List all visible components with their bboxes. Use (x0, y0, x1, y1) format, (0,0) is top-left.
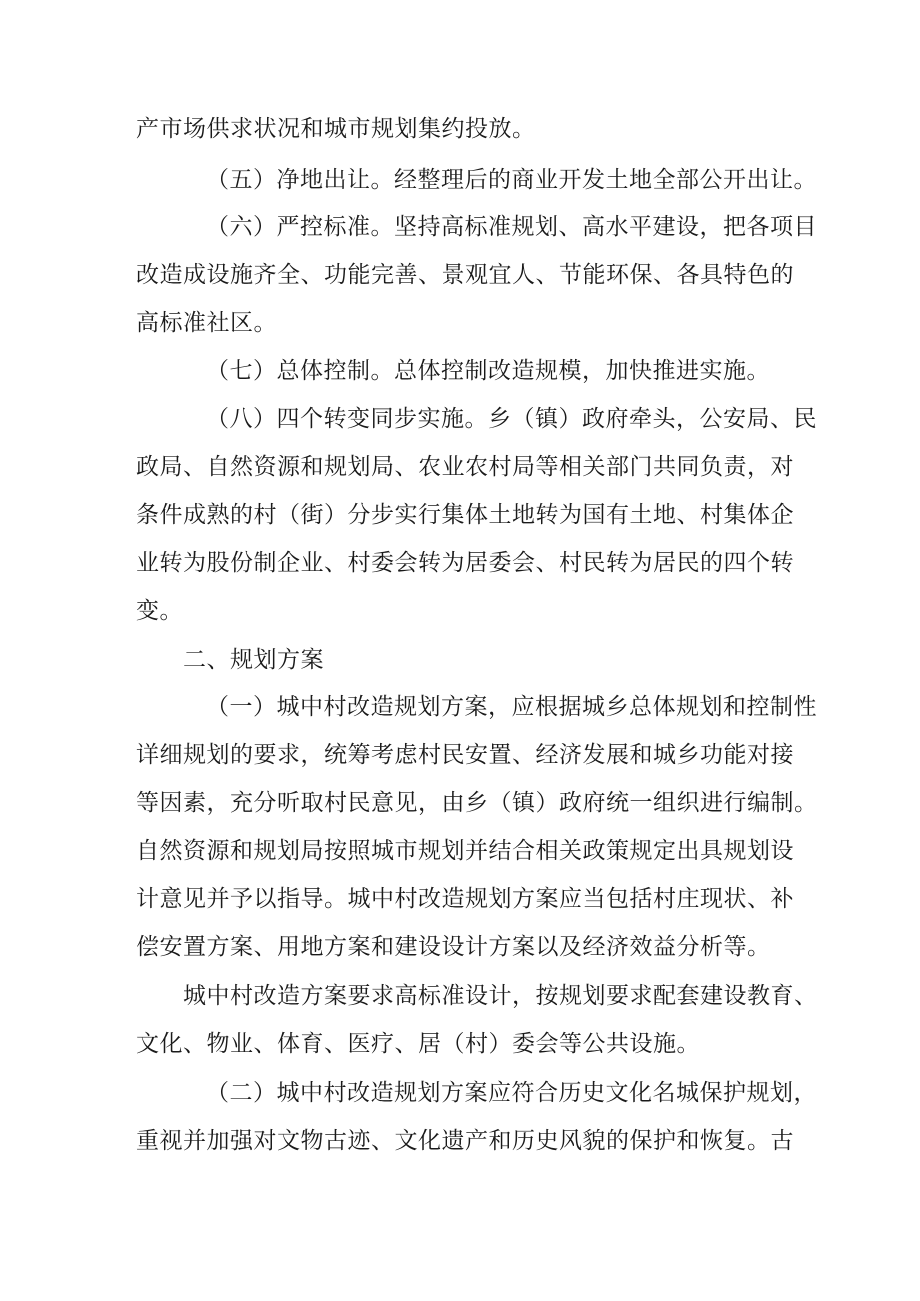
text-line: （五）净地出让。经整理后的商业开发土地全部公开出让。 (206, 167, 817, 193)
text-line: （一）城中村改造规划方案，应根据城乡总体规划和控制性 (206, 694, 817, 720)
text-line: 等因素，充分听取村民意见，由乡（镇）政府统一组织进行编制。 (136, 790, 818, 816)
text-line: 详细规划的要求，统筹考虑村民安置、经济发展和城乡功能对接 (136, 742, 794, 768)
text-line: 政局、自然资源和规划局、农业农村局等相关部门共同负责，对 (136, 454, 794, 480)
text-line: 条件成熟的村（街）分步实行集体土地转为国有土地、村集体企 (136, 502, 794, 528)
text-line: （七）总体控制。总体控制改造规模，加快推进实施。 (206, 358, 770, 384)
text-line: 计意见并予以指导。城中村改造规划方案应当包括村庄现状、补 (136, 886, 794, 912)
section-heading: 二、规划方案 (183, 647, 324, 673)
text-line: 变。 (136, 598, 183, 624)
text-line: 产市场供求状况和城市规划集约投放。 (136, 116, 536, 142)
text-line: 偿安置方案、用地方案和建设设计方案以及经济效益分析等。 (136, 934, 771, 960)
text-line: （六）严控标准。坚持高标准规划、高水平建设，把各项目 (206, 214, 817, 240)
text-line: （八）四个转变同步实施。乡（镇）政府牵头，公安局、民 (206, 406, 817, 432)
text-line: 重视并加强对文物古迹、文化遗产和历史风貌的保护和恢复。古 (136, 1128, 794, 1154)
text-line: 文化、物业、体育、医疗、居（村）委会等公共设施。 (136, 1031, 700, 1057)
text-line: 自然资源和规划局按照城市规划并结合相关政策规定出具规划设 (136, 838, 794, 864)
text-line: 高标准社区。 (136, 310, 277, 336)
text-line: （二）城中村改造规划方案应符合历史文化名城保护规划， (206, 1080, 817, 1106)
text-line: 改造成设施齐全、功能完善、景观宜人、节能环保、各具特色的 (136, 262, 794, 288)
text-line: 城中村改造方案要求高标准设计，按规划要求配套建设教育、 (183, 983, 818, 1009)
text-line: 业转为股份制企业、村委会转为居委会、村民转为居民的四个转 (136, 550, 794, 576)
